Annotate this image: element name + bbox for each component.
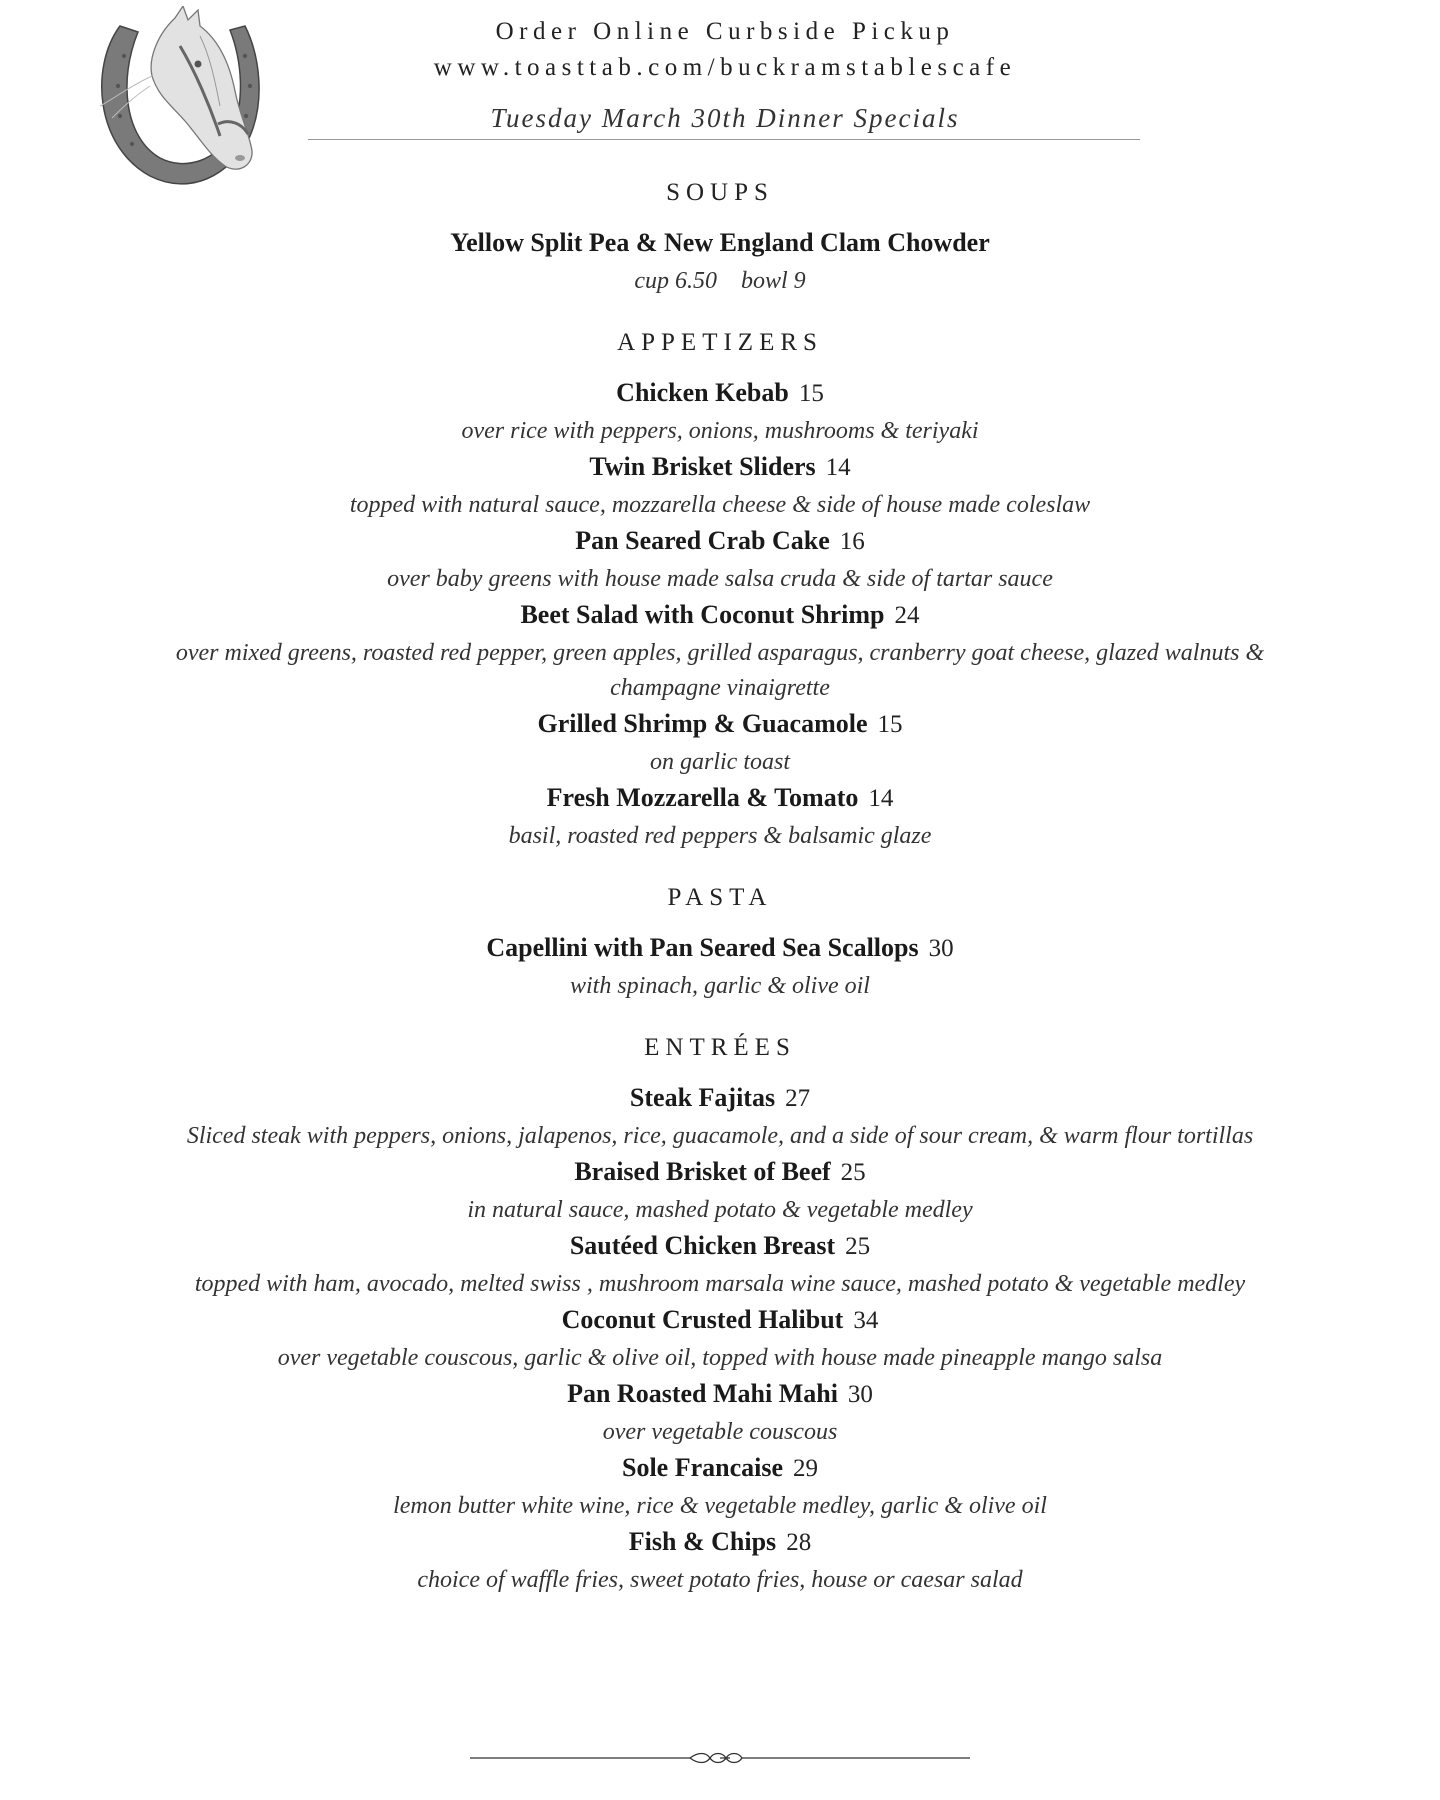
- item-price: 15: [877, 711, 903, 738]
- bowl-price: bowl 9: [740, 268, 806, 294]
- item-price: 14: [825, 454, 851, 481]
- section-title-entrees: ENTRÉES: [644, 1034, 796, 1061]
- section-entrees: [0, 1028, 1440, 1598]
- item-description: over vegetable couscous: [602, 1419, 838, 1445]
- horse-horseshoe-logo: [80, 6, 280, 191]
- item-name: Capellini with Pan Seared Sea Scallops: [486, 933, 919, 962]
- menu-item: [0, 780, 1440, 854]
- item-name: Braised Brisket of Beef: [574, 1157, 831, 1186]
- item-name: Fish & Chips: [628, 1527, 777, 1556]
- menu-item: [0, 1450, 1440, 1524]
- item-price: 25: [845, 1233, 871, 1260]
- item-description: on garlic toast: [649, 749, 790, 775]
- item-description: lemon butter white wine, rice & vegetable medley, garlic & olive oil: [393, 1493, 1047, 1519]
- item-name: Yellow Split Pea & New England Clam Chowder: [450, 228, 990, 257]
- ornamental-divider-icon: [470, 1750, 970, 1764]
- menu-item: [0, 1080, 1440, 1154]
- item-description: choice of waffle fries, sweet potato fries, house or caesar salad: [417, 1567, 1023, 1593]
- item-price: 25: [840, 1159, 866, 1186]
- item-name: Coconut Crusted Halibut: [561, 1305, 844, 1334]
- item-price: 29: [793, 1455, 819, 1482]
- section-appetizers: [0, 323, 1440, 854]
- menu-item: [0, 1524, 1440, 1598]
- item-description: over vegetable couscous, garlic & olive oil, topped with house made pineapple mango salsa: [277, 1345, 1163, 1371]
- menu-item: [0, 1376, 1440, 1450]
- soup-prices: [0, 264, 1440, 299]
- section-title-appetizers: APPETIZERS: [617, 329, 823, 356]
- item-description: with spinach, garlic & olive oil: [570, 973, 870, 999]
- item-description: topped with ham, avocado, melted swiss , mushroom marsala wine sauce, mashed potato & vegetable medley: [194, 1271, 1246, 1297]
- menu-body: [0, 173, 1440, 1622]
- item-description: basil, roasted red peppers & balsamic glaze: [508, 823, 932, 849]
- header: [300, 14, 1150, 136]
- menu-item: [0, 1302, 1440, 1376]
- header-divider: [308, 139, 1140, 140]
- item-name: Sautéed Chicken Breast: [569, 1231, 836, 1260]
- item-name: Chicken Kebab: [616, 378, 789, 407]
- item-price: 30: [928, 935, 954, 962]
- order-online-text: Order Online Curbside Pickup: [495, 18, 955, 45]
- item-name: Grilled Shrimp & Guacamole: [537, 709, 868, 738]
- item-description: topped with natural sauce, mozzarella cheese & side of house made coleslaw: [349, 492, 1091, 518]
- item-description: over rice with peppers, onions, mushrooms & teriyaki: [461, 418, 979, 444]
- section-title-soups: SOUPS: [666, 179, 774, 206]
- menu-item: [0, 225, 1440, 299]
- section-title-pasta: PASTA: [667, 884, 773, 911]
- item-price: 30: [847, 1381, 873, 1408]
- item-price: 15: [798, 380, 824, 407]
- menu-item: [0, 930, 1440, 1004]
- menu-item: [0, 1228, 1440, 1302]
- cup-price: cup 6.50: [634, 268, 717, 294]
- menu-item: [0, 375, 1440, 449]
- item-name: Twin Brisket Sliders: [589, 452, 816, 481]
- item-price: 16: [839, 528, 865, 555]
- item-name: Pan Roasted Mahi Mahi: [567, 1379, 838, 1408]
- item-name: Pan Seared Crab Cake: [575, 526, 830, 555]
- item-name: Sole Francaise: [621, 1453, 784, 1482]
- section-soups: [0, 173, 1440, 299]
- order-url-link[interactable]: www.toasttab.com/buckramstablescafe: [433, 54, 1017, 81]
- menu-item: [0, 449, 1440, 523]
- menu-item: [0, 1154, 1440, 1228]
- item-description: Sliced steak with peppers, onions, jalapenos, rice, guacamole, and a side of sour cream, & warm flour tortillas: [186, 1123, 1254, 1149]
- item-price: 14: [868, 785, 894, 812]
- item-name: Beet Salad with Coconut Shrimp: [520, 600, 885, 629]
- item-price: 28: [786, 1529, 812, 1556]
- item-name: Steak Fajitas: [629, 1083, 776, 1112]
- section-pasta: [0, 878, 1440, 1004]
- item-name: Fresh Mozzarella & Tomato: [546, 783, 859, 812]
- item-price: 27: [785, 1085, 811, 1112]
- item-description: over mixed greens, roasted red pepper, green apples, grilled asparagus, cranberry goat cheese, glazed walnuts & champagne vinaigrette: [175, 640, 1265, 701]
- item-description: over baby greens with house made salsa cruda & side of tartar sauce: [387, 566, 1053, 592]
- item-description: in natural sauce, mashed potato & vegetable medley: [467, 1197, 973, 1223]
- menu-item: [0, 597, 1440, 706]
- specials-date: Tuesday March 30th Dinner Specials: [490, 103, 960, 133]
- menu-item: [0, 523, 1440, 597]
- horse-horseshoe-icon: [80, 6, 280, 191]
- item-price: 24: [894, 602, 920, 629]
- item-price: 34: [853, 1307, 879, 1334]
- menu-item: [0, 706, 1440, 780]
